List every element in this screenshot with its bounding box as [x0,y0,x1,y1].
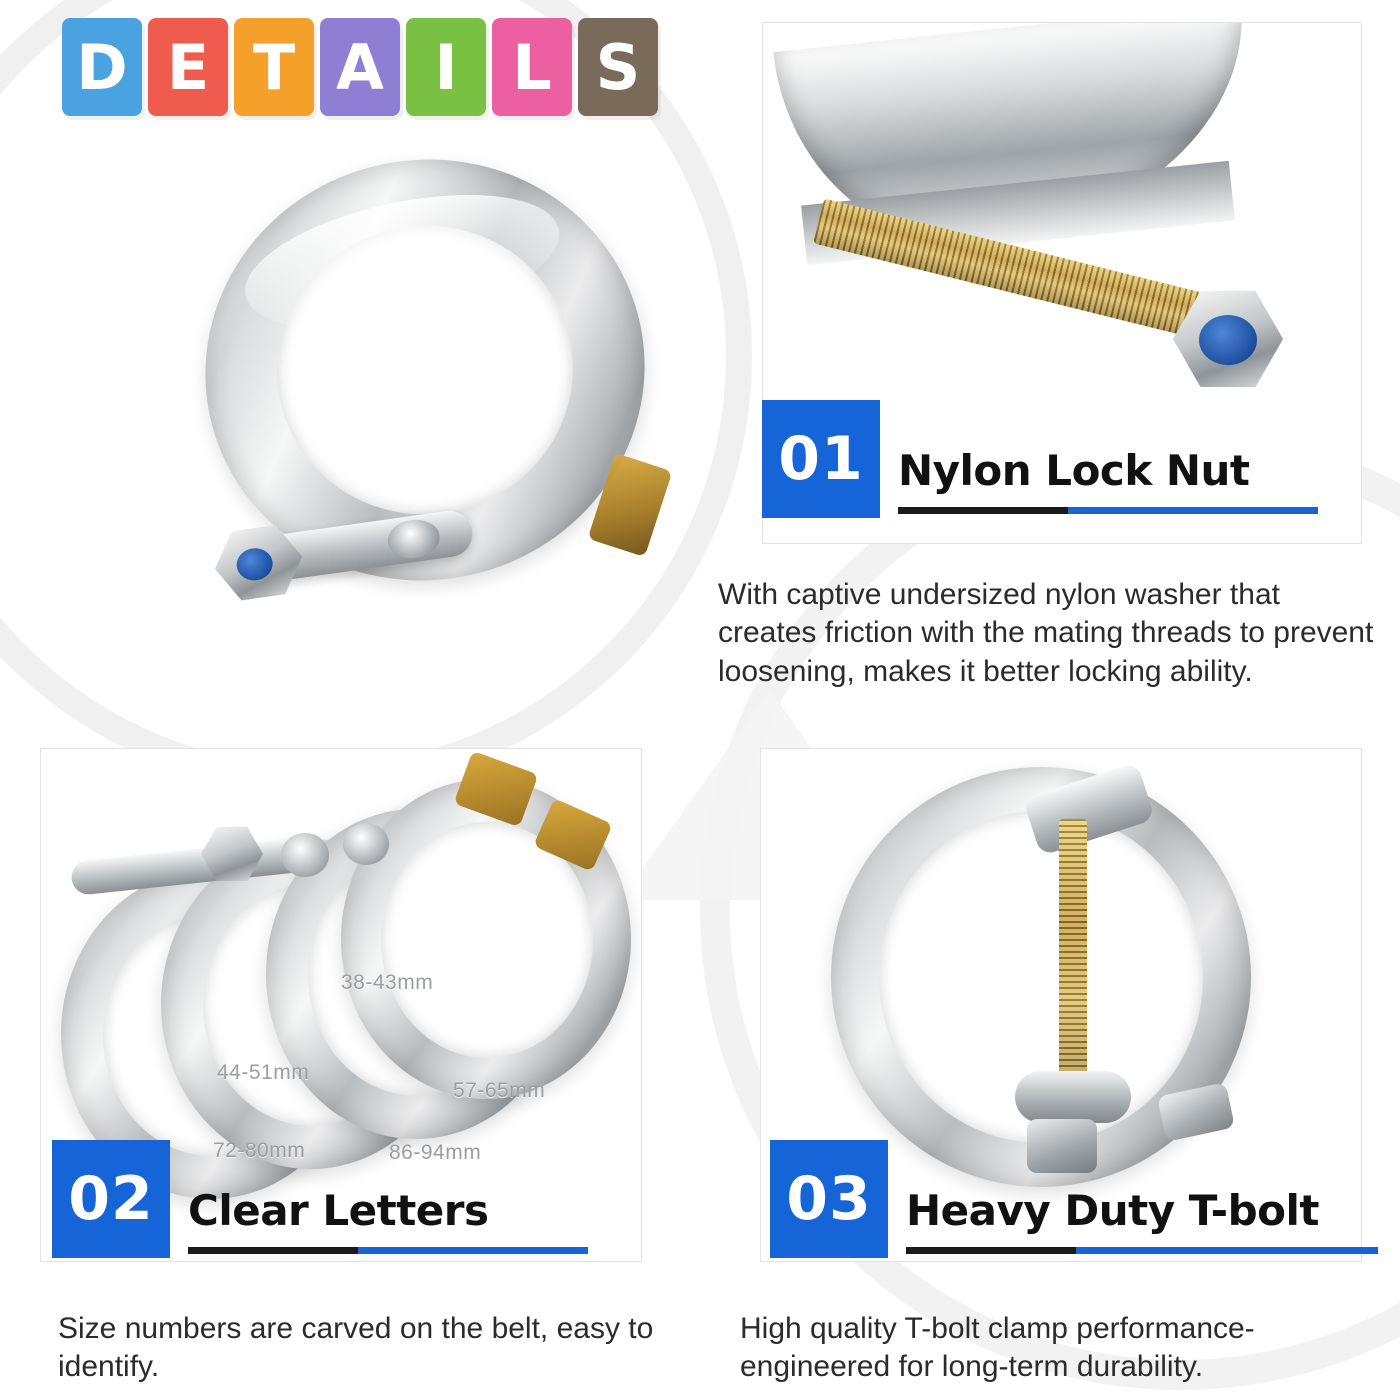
feature-01-title-wrap [898,446,1318,518]
details-letter-tile: A [320,18,400,116]
feature-02-caption: Size numbers are carved on the belt, easy to identify. [58,1312,654,1384]
feature-02-title: Clear Letters [188,1186,489,1235]
details-letter-tile: I [406,18,486,116]
details-letter-tile: L [492,18,572,116]
size-label: 57-65mm [453,1079,546,1102]
size-label: 86-94mm [389,1141,482,1164]
feature-01-number-badge: 01 [762,400,880,518]
feature-01-title-rule [898,507,1318,514]
feature-02-title-block [52,1140,588,1258]
feature-03-number-badge: 03 [770,1140,888,1258]
details-letter-tile: E [148,18,228,116]
feature-01-title: Nylon Lock Nut [898,446,1250,495]
size-label: 38-43mm [341,971,434,994]
details-letter-tile: S [578,18,658,116]
size-label: 72-80mm [213,1139,306,1162]
feature-03-title: Heavy Duty T-bolt [906,1186,1319,1235]
feature-03-title-rule [906,1247,1378,1254]
feature-01-title-block [762,400,1318,518]
details-heading [62,18,658,116]
size-label: 44-51mm [217,1061,310,1084]
feature-02-number-badge: 02 [52,1140,170,1258]
feature-02-title-wrap [188,1186,588,1258]
feature-03-title-block [770,1140,1378,1258]
hero-product-image [40,130,720,730]
feature-03-title-wrap [906,1186,1378,1258]
feature-02-title-rule [188,1247,588,1254]
details-letter-tile: T [234,18,314,116]
details-letter-tile: D [62,18,142,116]
feature-03-caption: High quality T-bolt clamp performance-engineered for long-term durability. [740,1312,1255,1384]
feature-01-caption: With captive undersized nylon washer that creates friction with the mating threads to prevent loosening, makes it better locking ability. [718,578,1374,688]
